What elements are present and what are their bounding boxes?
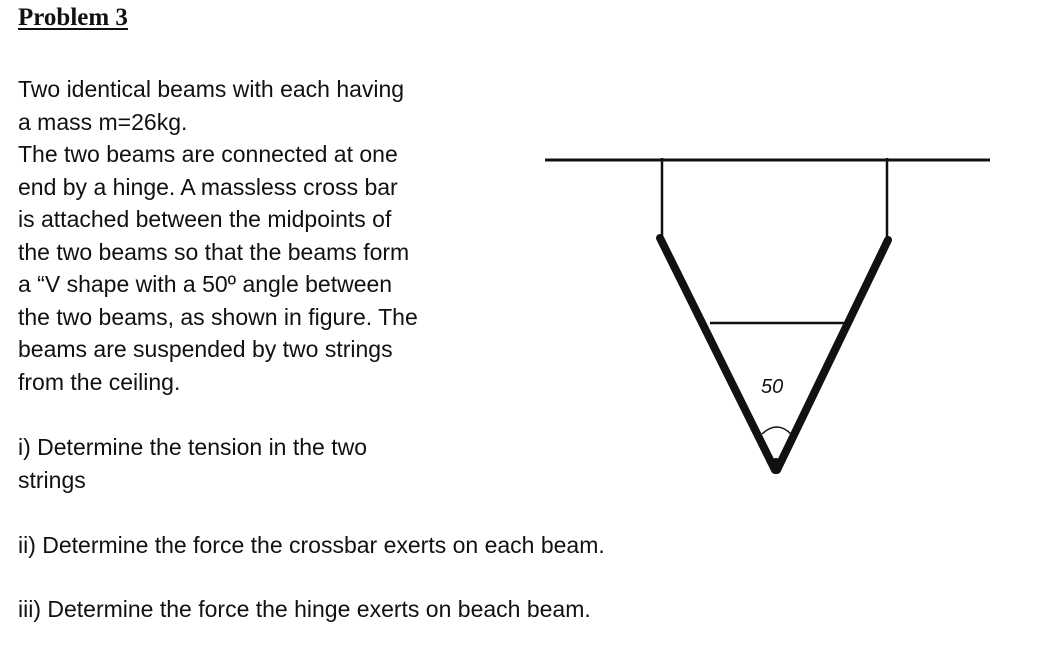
left-beam bbox=[660, 238, 775, 470]
angle-arc bbox=[762, 427, 791, 434]
question-1: i) Determine the tension in the two strings bbox=[18, 434, 368, 493]
hinge bbox=[770, 458, 782, 470]
problem-description: Two identical beams with each having a mass m=26kg. The two beams are connected at one end by a hinge. A massless cross bar is attached between the midpoints of the two beams so that the beams form a “V shape with a 50º angle between the two beams, as shown in figure. The beams are suspended by two strings from the ceiling. bbox=[18, 76, 418, 395]
problem-title: Problem 3 bbox=[18, 4, 128, 31]
right-beam bbox=[777, 240, 888, 470]
angle-label: 50 bbox=[761, 376, 784, 398]
question-3: iii) Determine the force the hinge exerts on beach beam. bbox=[18, 596, 591, 622]
question-2: ii) Determine the force the crossbar exerts on each beam. bbox=[18, 532, 605, 558]
